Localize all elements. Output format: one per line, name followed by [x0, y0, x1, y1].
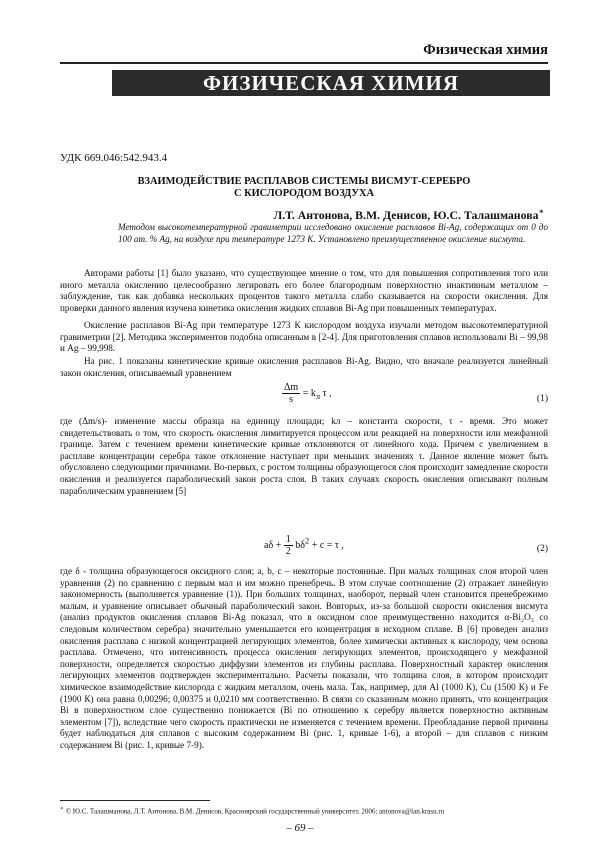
eq2-fraction [284, 534, 293, 557]
equation-2 [264, 534, 344, 557]
eq1-rhs: = k [302, 387, 316, 399]
footnote-mark: ∗ [60, 806, 64, 812]
paragraph-1: Авторами работы [1] было указано, что существующее мнение о том, что для повышения сопротивления того или иного металла окислению целесообразно легировать его более благородным поверхностно инактивным металлом – заблуждение, так как добавка нескольких процентов такого металла слабо сказывается на скорости окисления. Для проверки данного явления изучена кинетика окисления жидких сплавов Bi-Ag при повышенных температурах. [60, 268, 548, 313]
equation-1 [282, 382, 332, 405]
eq2-tail: + c = τ , [311, 539, 344, 551]
eq2-numerator: 1 [285, 534, 291, 545]
eq2-denominator: 2 [285, 546, 291, 557]
equation-1-number: (1) [536, 394, 548, 404]
article-title [60, 176, 548, 200]
eq1-fraction [282, 382, 300, 405]
paragraph-5: где δ - толщина образующегося оксидного слоя; a, b, c – некоторые постоянные. При малых толщинах слоя второй член уравнения (2) по сравнению с первым мал и им можно пренебречь. В этом случае соотношение (2) отражает линейную закономерность (выполняется уравнение (1)). При больших толщинах, наоборот, первый член становится пренебрежимо малым, и уравнение описывает обычный параболический закон. Вовторых, из-за большой скорости окисления висмута (анализ продуктов окисления сплавов Bi-Ag показал, что в оксидном слое преимущественно находится α-Bi₂O₃ со следовым количеством серебра) значительно уменьшается его концентрация в исходном сплаве. В [6] проведен анализ окисления расплава с низкой концентрацией легирующих элементов, более химически активных к кислороду, чем основа расплава. Отмечено, что интенсивность процесса окисления легирующих элементов, происходящего у межфазной поверхности, определяется скоростью диффузии элементов из глубины расплава. Поверхностный характер окисления легирующих элементов подтвержден экспериментально. Расчеты показали, что толщина слоя, в котором происходит химическое взаимодействие кислорода с жидким металлом, очень мала. Так, например, для Al (1000 К), Cu (1500 К) и Fe (1900 К) она равна 0,00296; 0,00375 и 0,0210 мм соответственно. В связи со сказанным можно принять, что концентрация Bi в поверхностном слое существенно понижается (Bi по отношению к серебру является поверхностно активным элементом [7]), вследствие чего скорость практически не изменяется с течением времени. Преобладание первой причины будет наблюдаться для сплавов с высоким содержанием Bi (рис. 1, кривые 1-6), а второй – для сплавов с низким содержанием Bi (рис. 1, кривые 7-9). [60, 566, 548, 750]
udc-code: УДК 669.046:542.943.4 [60, 152, 168, 164]
author-footnote-mark: ∗ [538, 207, 544, 216]
authors [273, 206, 544, 223]
header-rule [60, 62, 548, 64]
abstract: Методом высокотемпературной гравиметрии исследовано окисление расплавов Bi-Ag, содержащих от 0 до 100 ат. % Ag, на воздухе при температуре 1273 К. Установлено преимущественное окисление висмута. [118, 222, 548, 244]
eq1-numerator: Δm [284, 382, 299, 393]
author-names: Л.Т. Антонова, В.М. Денисов, Ю.С. Талашманова [273, 207, 539, 222]
eq1-subscript: л [315, 391, 321, 401]
page-number: – 69 – [286, 822, 314, 834]
footnote-text: © Ю.С. Талашманова, Л.Т. Антонова, В.М. Денисов, Красноярский государственный университет, 2006; antonova@lan.krasu.ru [65, 807, 445, 816]
paragraph-3: На рис. 1 показаны кинетические кривые окисления расплавов Bi-Ag. Видно, что вначале реализуется линейный закон окисления, описываемый уравнением [60, 356, 548, 378]
paragraph-2: Окисление расплавов Bi-Ag при температуре 1273 К кислородом воздуха изучали методом высокотемпературной гравиметрии [2]. Методика экспериментов подобна описанным в [2-4]. Для приготовления сплавов использовали Bi – 99,98 и Ag – 99,998. [60, 320, 548, 354]
paragraph-4: где (Δm/s)- изменение массы образца на единицу площади; kл – константа скорости, τ - время. Это может свидетельствовать о том, что скорость окисления лимитируется процессом или реакцией на поверхности или межфазной границе. Затем с течением времени кинетические кривые отклоняются от линейного хода. Причем с увеличением в расплаве концентрации серебра такое отклонение наступает при меньших значениях τ. Данное явление может быть обусловлено следующими причинами. Во-первых, с ростом толщины образующегося слоя происходит замедление скорости окисления и реализуется параболический закон роста слоя. В таких случаях скорость окисления описывают полным параболическим уравнением [5] [60, 416, 548, 496]
eq2-lhs: aδ + [264, 539, 282, 551]
footnote [60, 805, 560, 816]
eq2-rhs: bδ [295, 539, 306, 551]
article-title-line-1: ВЗАИМОДЕЙСТВИЕ РАСПЛАВОВ СИСТЕМЫ ВИСМУТ-СЕРЕБРО [137, 176, 471, 187]
article-title-line-2: С КИСЛОРОДОМ ВОЗДУХА [233, 188, 375, 199]
equation-2-number: (2) [536, 544, 548, 554]
eq2-superscript: 2 [305, 536, 310, 546]
journal-section-title: Физическая химия [423, 42, 548, 58]
section-banner: ФИЗИЧЕСКАЯ ХИМИЯ [112, 70, 550, 96]
eq1-denominator: s [289, 394, 294, 405]
eq1-tail: τ , [322, 387, 332, 399]
footnote-rule [60, 800, 210, 801]
